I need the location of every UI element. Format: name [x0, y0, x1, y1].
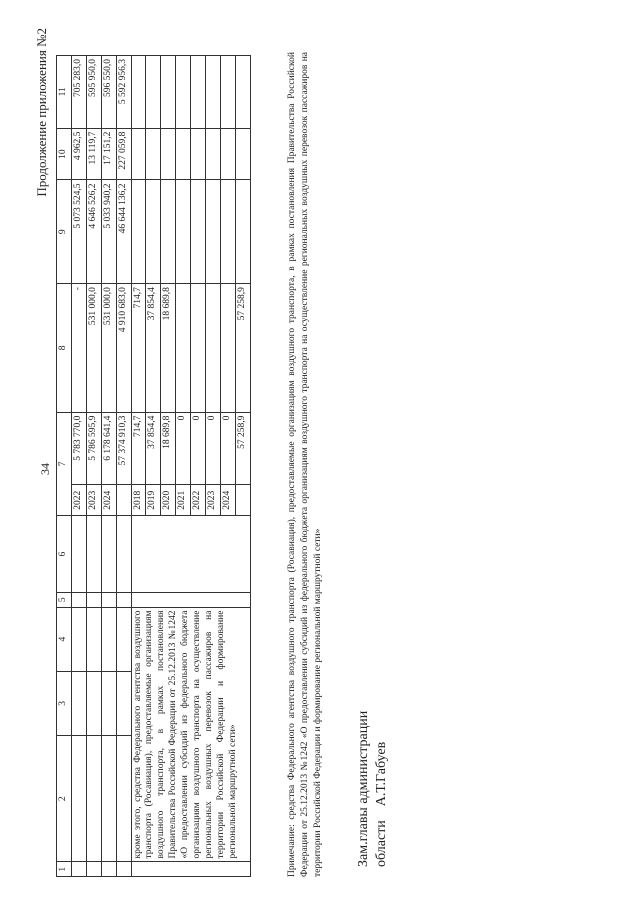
value-cell: 531 000,0: [101, 284, 116, 413]
empty-cell: [131, 516, 250, 593]
empty-cell: [220, 180, 235, 284]
empty-cell: [86, 862, 101, 877]
empty-cell: [86, 736, 101, 862]
value-cell: 227 059,8: [116, 128, 131, 180]
value-cell: 46 644 136,2: [116, 180, 131, 284]
year-cell: 2018: [131, 485, 146, 516]
empty-cell: [191, 128, 206, 180]
table-row: [86, 56, 101, 877]
value-cell: 18 689,8: [161, 284, 176, 413]
year-cell: 2021: [176, 485, 191, 516]
empty-cell: [101, 607, 116, 671]
empty-cell: [116, 736, 131, 862]
empty-cell: [116, 862, 131, 877]
empty-cell: [235, 56, 250, 129]
value-cell: 596 550,0: [101, 56, 116, 129]
year-cell: 2024: [220, 485, 235, 516]
value-cell: 5 783 770,0: [72, 412, 87, 485]
empty-cell: [101, 862, 116, 877]
description-cell: кроме этого, средства Федерального агентства воздушного транспорта (Росавиация), предоставляемые организациям воздушного транспорта, в рамках постановления Правительства Российской Федерации от 25.12.2013 №1242 «О предоставлении субсидий из федерального бюджета организациям воздушного транспорта на осуществление региональных воздушных перевозок пассажиров на территории Российской Федерации и формирование региональной маршрутной сети»: [131, 607, 250, 862]
value-cell: [220, 284, 235, 413]
signature-block: [355, 711, 391, 867]
footnote: Примечание: средства Федерального агентства воздушного транспорта (Росавиация), предоставляемые организациям воздушного транспорта, в рамках постановления Правительства Российской Федерации от 25.12.2013 №1242 «О предоставлении субсидий из федерального бюджета организациям воздушного транспорта на осуществление региональных воздушных перевозок пассажиров на территории Российской Федерации и формирование региональной маршрутной сети»: [287, 52, 323, 877]
empty-cell: [101, 593, 116, 608]
empty-cell: [86, 593, 101, 608]
value-cell: 705 283,0: [72, 56, 87, 129]
column-header: 8: [57, 284, 72, 413]
value-cell: [176, 284, 191, 413]
header-row: [57, 56, 72, 877]
empty-cell: [72, 607, 87, 671]
empty-cell: [131, 862, 250, 877]
empty-cell: [176, 56, 191, 129]
empty-cell: [116, 516, 131, 593]
table-row: [116, 56, 131, 877]
value-cell: 0: [191, 412, 206, 485]
column-header: 11: [57, 56, 72, 129]
empty-cell: [146, 180, 161, 284]
empty-cell: [72, 736, 87, 862]
page-number: 34: [38, 463, 52, 475]
column-header: 2: [57, 736, 72, 862]
value-cell: 57 258,9: [235, 412, 250, 485]
value-cell: 13 119,7: [86, 128, 101, 180]
value-cell: 0: [220, 412, 235, 485]
table-row: [72, 56, 87, 877]
empty-cell: [72, 516, 87, 593]
empty-cell: [131, 180, 146, 284]
empty-cell: [72, 671, 87, 735]
empty-cell: [176, 180, 191, 284]
table-row: [101, 56, 116, 877]
empty-cell: [86, 607, 101, 671]
column-header: 4: [57, 607, 72, 671]
value-cell: 5 592 956,3: [116, 56, 131, 129]
year-cell: 2023: [86, 485, 101, 516]
empty-cell: [161, 128, 176, 180]
year-cell: 2019: [146, 485, 161, 516]
value-cell: 37 854,4: [146, 284, 161, 413]
empty-cell: [235, 180, 250, 284]
value-cell: 714,7: [131, 412, 146, 485]
empty-cell: [116, 671, 131, 735]
empty-cell: [101, 736, 116, 862]
column-header: 9: [57, 180, 72, 284]
value-cell: 6 178 641,4: [101, 412, 116, 485]
column-header: 7: [57, 412, 72, 516]
value-cell: 714,7: [131, 284, 146, 413]
value-cell: 4 962,5: [72, 128, 87, 180]
year-cell: 2022: [72, 485, 87, 516]
column-header: 5: [57, 593, 72, 608]
empty-cell: [101, 671, 116, 735]
value-cell: 5 033 940,2: [101, 180, 116, 284]
empty-cell: [191, 56, 206, 129]
empty-cell: [72, 593, 87, 608]
year-cell: 2020: [161, 485, 176, 516]
value-cell: 17 151,2: [101, 128, 116, 180]
value-cell: 37 854,4: [146, 412, 161, 485]
column-header: 3: [57, 671, 72, 735]
value-cell: [205, 284, 220, 413]
empty-cell: [161, 56, 176, 129]
appendix-table: [56, 55, 251, 877]
value-cell: 5 786 595,9: [86, 412, 101, 485]
column-header: 10: [57, 128, 72, 180]
value-cell: 0: [205, 412, 220, 485]
empty-cell: [191, 180, 206, 284]
empty-cell: [161, 180, 176, 284]
value-cell: -: [72, 284, 87, 413]
empty-cell: [220, 56, 235, 129]
column-header: 6: [57, 516, 72, 593]
value-cell: 531 000,0: [86, 284, 101, 413]
value-cell: 0: [176, 412, 191, 485]
year-cell: 2023: [205, 485, 220, 516]
empty-cell: [205, 180, 220, 284]
column-header: 1: [57, 862, 72, 877]
value-cell: 4 910 683,0: [116, 284, 131, 413]
empty-cell: [131, 56, 146, 129]
table-row: [131, 56, 146, 877]
empty-cell: [235, 128, 250, 180]
value-cell: 5 073 524,5: [72, 180, 87, 284]
value-cell: [191, 284, 206, 413]
value-cell: 57 374 910,3: [116, 412, 131, 485]
value-cell: 18 689,8: [161, 412, 176, 485]
year-cell: [235, 485, 250, 516]
empty-cell: [146, 56, 161, 129]
empty-cell: [176, 128, 191, 180]
continuation-title: Продолжение приложения №2: [34, 28, 49, 197]
empty-cell: [116, 593, 131, 608]
empty-cell: [86, 671, 101, 735]
empty-cell: [205, 56, 220, 129]
empty-cell: [131, 593, 250, 608]
empty-cell: [72, 862, 87, 877]
year-cell: [116, 485, 131, 516]
signature-position: Зам.главы администрации: [356, 710, 371, 867]
value-cell: 57 258,9: [235, 284, 250, 413]
value-cell: 595 950,0: [86, 56, 101, 129]
value-cell: 4 646 526,2: [86, 180, 101, 284]
empty-cell: [101, 516, 116, 593]
year-cell: 2024: [101, 485, 116, 516]
year-cell: 2022: [191, 485, 206, 516]
empty-cell: [220, 128, 235, 180]
empty-cell: [86, 516, 101, 593]
signature-name: области А.Т.Габуев: [374, 741, 390, 867]
empty-cell: [116, 607, 131, 671]
empty-cell: [146, 128, 161, 180]
empty-cell: [205, 128, 220, 180]
empty-cell: [131, 128, 146, 180]
